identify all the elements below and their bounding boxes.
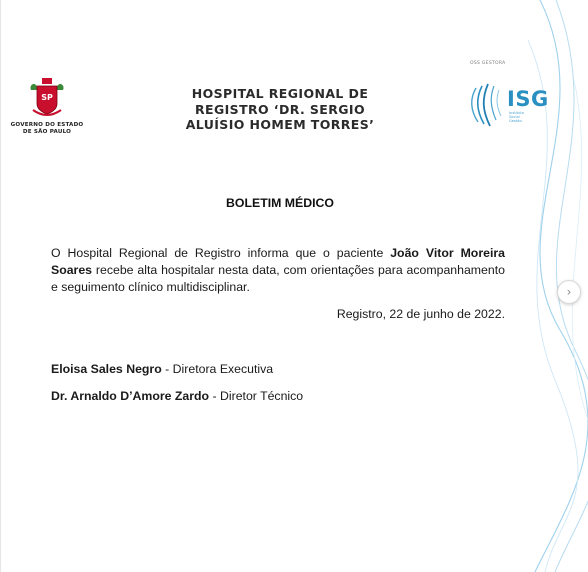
signatory-name: Eloisa Sales Negro: [51, 362, 162, 376]
svg-text:SP: SP: [41, 93, 53, 102]
patient-name: João Vitor Moreira Soares: [51, 246, 505, 277]
document-title: BOLETIM MÉDICO: [226, 196, 334, 210]
gov-sp-logo: [8, 76, 86, 136]
paragraph-intro: O Hospital Regional de Registro informa que o paciente: [51, 246, 391, 260]
isg-logo-subtext: Instituto Social Gestão: [509, 111, 524, 124]
sp-coat-of-arms-icon: [27, 76, 67, 120]
paragraph-rest: recebe alta hospitalar nesta data, com orientações para acompanhamento e seguimento clínico multidisciplinar.: [51, 263, 505, 294]
signatory-executive-director: [51, 362, 273, 376]
next-slide-button[interactable]: [557, 280, 581, 304]
signatory-name: Dr. Arnaldo D’Amore Zardo: [51, 389, 210, 403]
isg-logo-text: ISG: [507, 87, 549, 111]
hospital-name: HOSPITAL REGIONAL DE REGISTRO ‘DR. SERGIO ALUÍSIO HOMEM TORRES’: [185, 86, 375, 132]
date-line: Registro, 22 de junho de 2022.: [336, 307, 505, 321]
document-paragraph: [51, 245, 505, 296]
chevron-right-icon: ›: [566, 285, 572, 299]
signatory-role: - Diretor Técnico: [209, 389, 304, 403]
signatory-role: - Diretora Executiva: [161, 362, 274, 376]
gov-logo-text: GOVERNO DO ESTADO DE SÃO PAULO: [10, 122, 84, 135]
oss-gestora-label: OSS GESTORA: [470, 61, 506, 66]
signatory-technical-director: [51, 389, 303, 403]
